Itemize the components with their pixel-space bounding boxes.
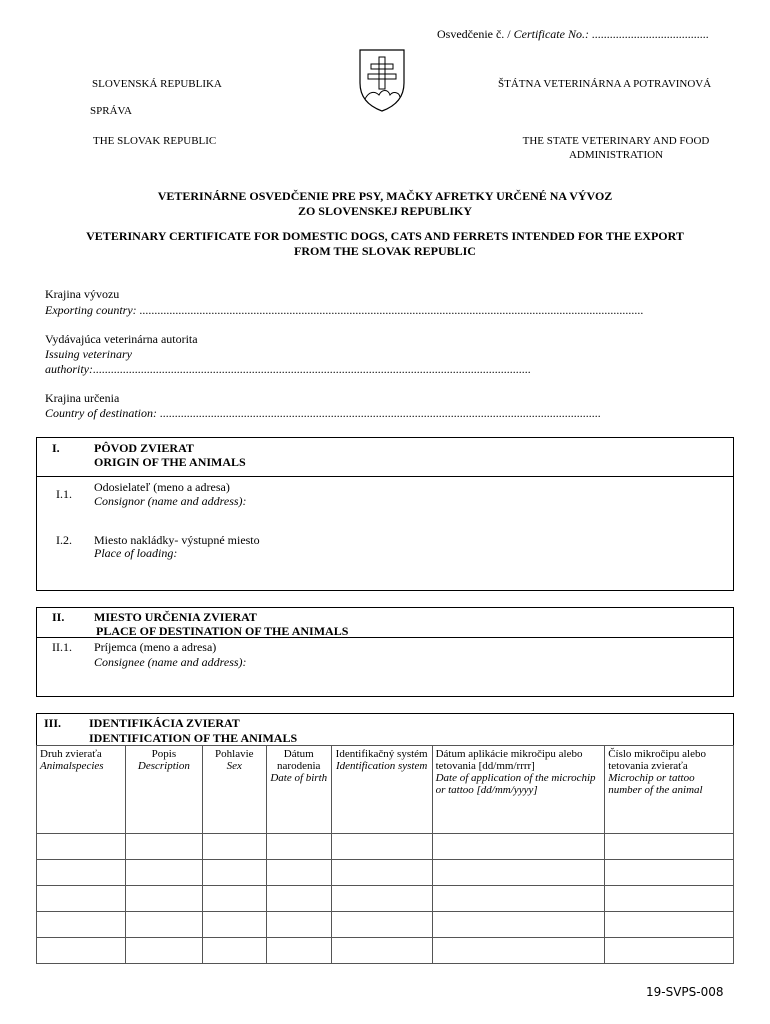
table-cell[interactable] bbox=[266, 860, 331, 886]
header-right-en-2: ADMINISTRATION bbox=[568, 149, 664, 161]
table-cell[interactable] bbox=[605, 834, 734, 860]
export-country-label-sk: Krajina vývozu bbox=[45, 287, 120, 301]
column-header-microchip-number: Číslo mikročipu alebo tetovania zvieraťa Microchip or tattoo number of the animal bbox=[605, 746, 734, 834]
consignor-field[interactable]: Consignor (name and address): bbox=[94, 494, 247, 508]
authority-label-sk: Vydávajúca veterinárna autorita bbox=[45, 332, 198, 346]
column-header-identification-system: Identifikačný systém Identification system bbox=[331, 746, 432, 834]
table-cell[interactable] bbox=[266, 834, 331, 860]
table-cell[interactable] bbox=[125, 834, 202, 860]
table-cell[interactable] bbox=[37, 860, 126, 886]
table-cell[interactable] bbox=[432, 938, 605, 964]
column-header-description: Popis Description bbox=[125, 746, 202, 834]
certificate-number-label-sk: Osvedčenie č. / bbox=[437, 27, 514, 41]
column-header-species: Druh zvieraťa Animalspecies bbox=[37, 746, 126, 834]
certificate-number-line bbox=[437, 27, 709, 42]
authority-label-en: Issuing veterinary bbox=[45, 347, 132, 361]
table-row bbox=[37, 912, 734, 938]
table-row bbox=[37, 834, 734, 860]
destination-country-field[interactable]: Country of destination: ................................................................................................................................................... bbox=[45, 406, 601, 420]
form-code: 19-SVPS-008 bbox=[646, 985, 724, 999]
loading-place-field[interactable]: Place of loading: bbox=[94, 546, 178, 560]
title-sk-2: ZO SLOVENSKEJ REPUBLIKY bbox=[297, 204, 473, 218]
column-header-birth-date: Dátum narodenia Date of birth bbox=[266, 746, 331, 834]
item-ii1-number: II.1. bbox=[52, 640, 72, 654]
coat-of-arms-icon bbox=[357, 47, 407, 113]
section-1-title-sk: PÔVOD ZVIERAT bbox=[94, 441, 194, 455]
item-i1-number: I.1. bbox=[56, 487, 72, 501]
table-cell[interactable] bbox=[605, 938, 734, 964]
table-cell[interactable] bbox=[331, 860, 432, 886]
title-en-1: VETERINARY CERTIFICATE FOR DOMESTIC DOGS, CATS AND FERRETS INTENDED FOR THE EXPORT bbox=[86, 229, 684, 243]
table-cell[interactable] bbox=[37, 938, 126, 964]
table-cell[interactable] bbox=[605, 860, 734, 886]
table-cell[interactable] bbox=[432, 886, 605, 912]
table-cell[interactable] bbox=[202, 938, 266, 964]
animals-table bbox=[36, 745, 734, 964]
table-row bbox=[37, 886, 734, 912]
destination-label-sk: Krajina určenia bbox=[45, 391, 120, 405]
section-2-title-en: PLACE OF DESTINATION OF THE ANIMALS bbox=[96, 624, 349, 638]
table-cell[interactable] bbox=[202, 886, 266, 912]
column-header-application-date: Dátum aplikácie mikročipu alebo tetovania [dd/mm/rrrr] Date of application of the microchip or tattoo [dd/mm/yyyy] bbox=[432, 746, 605, 834]
section-3-number: III. bbox=[44, 716, 62, 730]
section-2-title-sk: MIESTO URČENIA ZVIERAT bbox=[94, 610, 257, 624]
table-cell[interactable] bbox=[605, 886, 734, 912]
loading-place-label-sk: Miesto nakládky- výstupné miesto bbox=[94, 533, 260, 547]
table-cell[interactable] bbox=[37, 912, 126, 938]
table-cell[interactable] bbox=[125, 860, 202, 886]
consignor-label-sk: Odosielateľ (meno a adresa) bbox=[94, 480, 230, 494]
table-row bbox=[37, 860, 734, 886]
title-en-2: FROM THE SLOVAK REPUBLIC bbox=[294, 244, 476, 258]
section-1-number: I. bbox=[52, 441, 60, 455]
table-cell[interactable] bbox=[331, 834, 432, 860]
table-row bbox=[37, 938, 734, 964]
title-sk-1: VETERINÁRNE OSVEDČENIE PRE PSY, MAČKY AFRETKY URČENÉ NA VÝVOZ bbox=[157, 189, 613, 203]
table-cell[interactable] bbox=[202, 912, 266, 938]
header-left-en: THE SLOVAK REPUBLIC bbox=[93, 135, 217, 147]
header-right-en-1: THE STATE VETERINARY AND FOOD bbox=[522, 135, 710, 147]
table-cell[interactable] bbox=[605, 912, 734, 938]
table-cell[interactable] bbox=[432, 834, 605, 860]
consignee-label-sk: Príjemca (meno a adresa) bbox=[94, 640, 217, 654]
table-cell[interactable] bbox=[266, 912, 331, 938]
table-cell[interactable] bbox=[331, 886, 432, 912]
table-cell[interactable] bbox=[266, 938, 331, 964]
section-origin-divider bbox=[36, 476, 734, 477]
table-cell[interactable] bbox=[37, 834, 126, 860]
table-cell[interactable] bbox=[331, 912, 432, 938]
table-cell[interactable] bbox=[202, 860, 266, 886]
item-i2-number: I.2. bbox=[56, 533, 72, 547]
table-cell[interactable] bbox=[331, 938, 432, 964]
table-cell[interactable] bbox=[125, 912, 202, 938]
section-1-title-en: ORIGIN OF THE ANIMALS bbox=[94, 455, 246, 469]
table-cell[interactable] bbox=[432, 912, 605, 938]
section-2-number: II. bbox=[52, 610, 65, 624]
table-cell[interactable] bbox=[266, 886, 331, 912]
header-left-sk-1: SLOVENSKÁ REPUBLIKA bbox=[92, 78, 222, 90]
export-country-field[interactable]: Exporting country: ........................................................................................................................................................................ bbox=[45, 303, 644, 317]
authority-field[interactable]: authority:.................................................................................................................................................. bbox=[45, 362, 531, 376]
header-left-sk-2: SPRÁVA bbox=[90, 105, 132, 117]
table-cell[interactable] bbox=[432, 860, 605, 886]
table-header-row bbox=[37, 746, 734, 834]
table-cell[interactable] bbox=[37, 886, 126, 912]
consignee-field[interactable]: Consignee (name and address): bbox=[94, 655, 247, 669]
section-3-title-en: IDENTIFICATION OF THE ANIMALS bbox=[89, 731, 298, 745]
header-right-sk: ŠTÁTNA VETERINÁRNA A POTRAVINOVÁ bbox=[498, 78, 712, 90]
table-cell[interactable] bbox=[202, 834, 266, 860]
table-cell[interactable] bbox=[125, 886, 202, 912]
table-cell[interactable] bbox=[125, 938, 202, 964]
column-header-sex: Pohlavie Sex bbox=[202, 746, 266, 834]
certificate-number-label-en: Certificate No.: ....................................... bbox=[513, 27, 709, 41]
section-3-title-sk: IDENTIFIKÁCIA ZVIERAT bbox=[89, 716, 240, 730]
